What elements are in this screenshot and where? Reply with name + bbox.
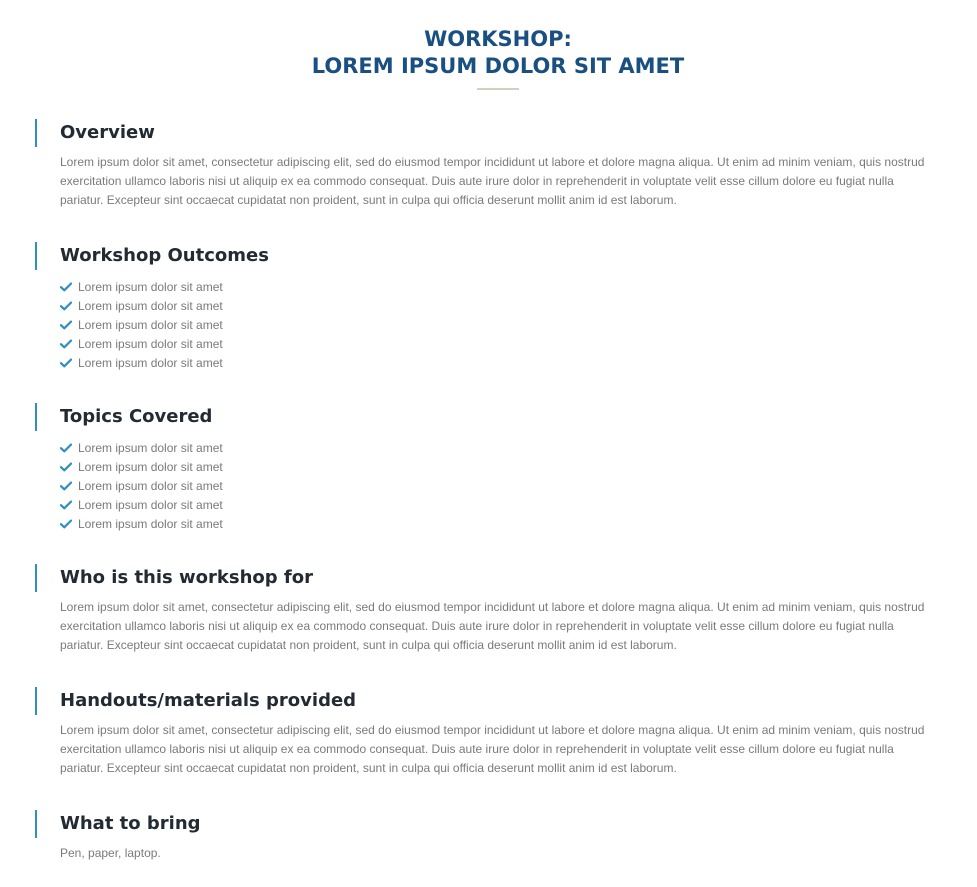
list-item-text: Lorem ipsum dolor sit amet: [78, 279, 223, 294]
section-title-outcomes: Workshop Outcomes: [60, 245, 269, 266]
outcomes-checklist: [60, 277, 223, 372]
list-item: [60, 514, 223, 533]
section-title-topics: Topics Covered: [60, 406, 213, 427]
list-item-text: Lorem ipsum dolor sit amet: [78, 298, 223, 313]
section-accent-bar: [35, 810, 37, 838]
list-item: [60, 438, 223, 457]
list-item-text: Lorem ipsum dolor sit amet: [78, 336, 223, 351]
list-item: [60, 353, 223, 372]
section-body-overview: Lorem ipsum dolor sit amet, consectetur adipiscing elit, sed do eiusmod tempor incididunt ut labore et dolore magna aliqua. Ut enim ad minim veniam, quis nostrud exercitation ullamco laboris nisi ut aliquip ex ea commodo consequat. Duis aute irure dolor in reprehenderit in voluptate velit esse cillum dolore eu fugiat nulla pariatur. Excepteur sint occaecat cupidatat non proident, sunt in culpa qui officia deserunt mollit anim id est laborum.: [60, 155, 925, 207]
section-title-audience: Who is this workshop for: [60, 567, 313, 588]
title-divider: [477, 88, 519, 90]
section-title-overview: Overview: [60, 122, 155, 143]
checkmark-icon: [60, 500, 72, 510]
list-item-text: Lorem ipsum dolor sit amet: [78, 478, 223, 493]
section-title-handouts: Handouts/materials provided: [60, 690, 357, 711]
topics-checklist: [60, 438, 223, 533]
page-title: [0, 26, 977, 80]
section-body-audience: Lorem ipsum dolor sit amet, consectetur adipiscing elit, sed do eiusmod tempor incididunt ut labore et dolore magna aliqua. Ut enim ad minim veniam, quis nostrud exercitation ullamco laboris nisi ut aliquip ex ea commodo consequat. Duis aute irure dolor in reprehenderit in voluptate velit esse cillum dolore eu fugiat nulla pariatur. Excepteur sint occaecat cupidatat non proident, sunt in culpa qui officia deserunt mollit anim id est laborum.: [60, 600, 925, 652]
page-header: [0, 26, 977, 90]
list-item: [60, 296, 223, 315]
checkmark-icon: [60, 519, 72, 529]
section-body-bring: Pen, paper, laptop.: [60, 846, 161, 860]
checkmark-icon: [60, 282, 72, 292]
section-accent-bar: [35, 242, 37, 270]
list-item: [60, 495, 223, 514]
list-item: [60, 334, 223, 353]
section-body-handouts: Lorem ipsum dolor sit amet, consectetur adipiscing elit, sed do eiusmod tempor incididunt ut labore et dolore magna aliqua. Ut enim ad minim veniam, quis nostrud exercitation ullamco laboris nisi ut aliquip ex ea commodo consequat. Duis aute irure dolor in reprehenderit in voluptate velit esse cillum dolore eu fugiat nulla pariatur. Excepteur sint occaecat cupidatat non proident, sunt in culpa qui officia deserunt mollit anim id est laborum.: [60, 723, 925, 775]
section-accent-bar: [35, 564, 37, 592]
list-item: [60, 277, 223, 296]
list-item-text: Lorem ipsum dolor sit amet: [78, 459, 223, 474]
section-accent-bar: [35, 119, 37, 147]
list-item-text: Lorem ipsum dolor sit amet: [78, 317, 223, 332]
checkmark-icon: [60, 462, 72, 472]
section-title-bring: What to bring: [60, 813, 201, 834]
list-item-text: Lorem ipsum dolor sit amet: [78, 516, 223, 531]
checkmark-icon: [60, 443, 72, 453]
checkmark-icon: [60, 320, 72, 330]
list-item: [60, 476, 223, 495]
list-item-text: Lorem ipsum dolor sit amet: [78, 440, 223, 455]
section-accent-bar: [35, 403, 37, 431]
checkmark-icon: [60, 301, 72, 311]
page-title-line-2: LOREM IPSUM DOLOR SIT AMET: [311, 54, 685, 78]
list-item-text: Lorem ipsum dolor sit amet: [78, 497, 223, 512]
list-item: [60, 315, 223, 334]
checkmark-icon: [60, 481, 72, 491]
section-accent-bar: [35, 687, 37, 715]
checkmark-icon: [60, 339, 72, 349]
list-item-text: Lorem ipsum dolor sit amet: [78, 355, 223, 370]
checkmark-icon: [60, 358, 72, 368]
list-item: [60, 457, 223, 476]
page-title-line-1: WORKSHOP:: [424, 27, 572, 51]
